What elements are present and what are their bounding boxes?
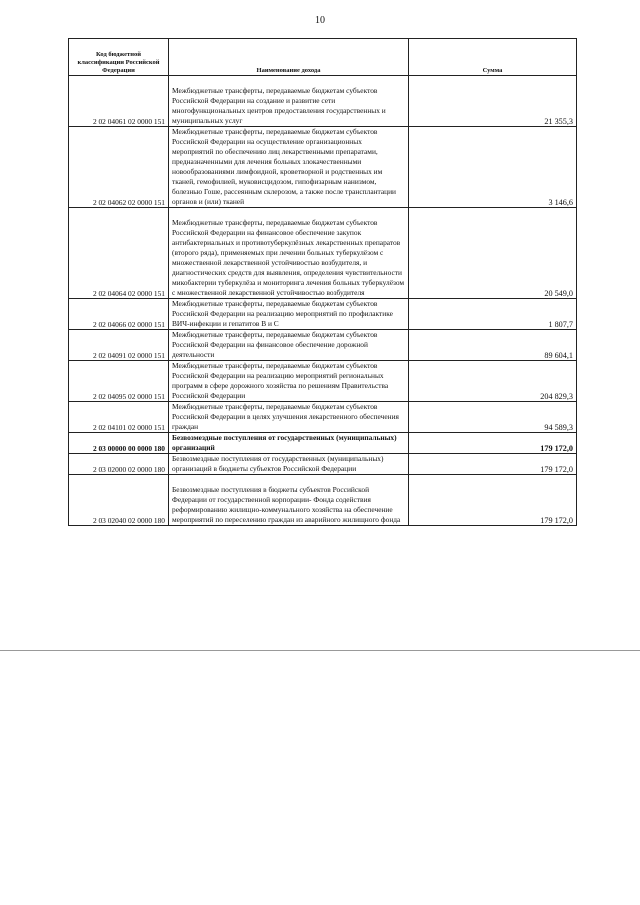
header-code: Код бюджетной классификации Российской Федерации xyxy=(69,39,169,76)
row-code: 2 02 04066 02 0000 151 xyxy=(69,299,169,330)
row-sum: 204 829,3 xyxy=(409,361,577,402)
table-row-total xyxy=(69,433,577,454)
table-row xyxy=(69,402,577,433)
table-row xyxy=(69,361,577,402)
table-header-row xyxy=(69,39,577,76)
page-bottom-divider xyxy=(0,650,640,651)
row-code: 2 02 04095 02 0000 151 xyxy=(69,361,169,402)
table-row xyxy=(69,208,577,299)
row-sum: 3 146,6 xyxy=(409,127,577,208)
row-sum: 21 355,3 xyxy=(409,76,577,127)
row-sum: 179 172,0 xyxy=(409,433,577,454)
row-name: Межбюджетные трансферты, передаваемые бюджетам субъектов Российской Федерации на осуществление организационных мероприятий по обеспечению лиц лекарственными препаратами, предназначенными для лечения больных злокачественными новообразованиями лимфоидной, кроветворной и родственных им тканей, гемофилией, муковисцидозом, гипофизарным нанизмом, болезнью Гоше, рассеянным склерозом, а также после трансплантации органов и (или) тканей xyxy=(169,127,409,208)
row-sum: 1 807,7 xyxy=(409,299,577,330)
table-row xyxy=(69,330,577,361)
income-table xyxy=(68,38,577,526)
row-code: 2 02 04101 02 0000 151 xyxy=(69,402,169,433)
row-name: Межбюджетные трансферты, передаваемые бюджетам субъектов Российской Федерации на финансовое обеспечение закупок антибактериальных и противотуберкулёзных лекарственных препаратов (второго ряда), применяемых при лечении больных туберкулёзом с множественной лекарственной устойчивостью возбудителя, и диагностических средств для выявления, определения чувствительности микобактерии туберкулёза и мониторинга лечения больных туберкулёзом с множественной лекарственной устойчивостью возбудителя xyxy=(169,208,409,299)
page-number: 10 xyxy=(315,15,325,26)
row-code: 2 02 04091 02 0000 151 xyxy=(69,330,169,361)
row-sum: 179 172,0 xyxy=(409,454,577,475)
row-name: Межбюджетные трансферты, передаваемые бюджетам субъектов Российской Федерации в целях улучшения лекарственного обеспечения граждан xyxy=(169,402,409,433)
table-row xyxy=(69,454,577,475)
row-code: 2 02 04061 02 0000 151 xyxy=(69,76,169,127)
table-row xyxy=(69,299,577,330)
row-name: Безвозмездные поступления от государственных (муниципальных) организаций xyxy=(169,433,409,454)
header-sum: Сумма xyxy=(409,39,577,76)
row-name: Безвозмездные поступления от государственных (муниципальных) организаций в бюджеты субъектов Российской Федерации xyxy=(169,454,409,475)
row-name: Межбюджетные трансферты, передаваемые бюджетам субъектов Российской Федерации на финансовое обеспечение дорожной деятельности xyxy=(169,330,409,361)
row-code: 2 03 00000 00 0000 180 xyxy=(69,433,169,454)
row-name: Межбюджетные трансферты, передаваемые бюджетам субъектов Российской Федерации на реализацию мероприятий по профилактике ВИЧ-инфекции и гепатитов В и С xyxy=(169,299,409,330)
row-code: 2 03 02040 02 0000 180 xyxy=(69,475,169,526)
row-code: 2 02 04064 02 0000 151 xyxy=(69,208,169,299)
row-name: Безвозмездные поступления в бюджеты субъектов Российской Федерации от государственной корпорации- Фонда содействия реформированию жилищно-коммунального хозяйства на обеспечение мероприятий по переселению граждан из аварийного жилищного фонда xyxy=(169,475,409,526)
row-sum: 89 604,1 xyxy=(409,330,577,361)
row-sum: 179 172,0 xyxy=(409,475,577,526)
row-name: Межбюджетные трансферты, передаваемые бюджетам субъектов Российской Федерации на создание и развитие сети многофункциональных центров предоставления государственных и муниципальных услуг xyxy=(169,76,409,127)
row-code: 2 02 04062 02 0000 151 xyxy=(69,127,169,208)
row-sum: 94 589,3 xyxy=(409,402,577,433)
table-row xyxy=(69,127,577,208)
table-row xyxy=(69,475,577,526)
row-name: Межбюджетные трансферты, передаваемые бюджетам субъектов Российской Федерации на реализацию мероприятий региональных программ в сфере дорожного хозяйства по решениям Правительства Российской Федерации xyxy=(169,361,409,402)
table-row xyxy=(69,76,577,127)
header-name: Наименование дохода xyxy=(169,39,409,76)
row-sum: 20 549,0 xyxy=(409,208,577,299)
row-code: 2 03 02000 02 0000 180 xyxy=(69,454,169,475)
